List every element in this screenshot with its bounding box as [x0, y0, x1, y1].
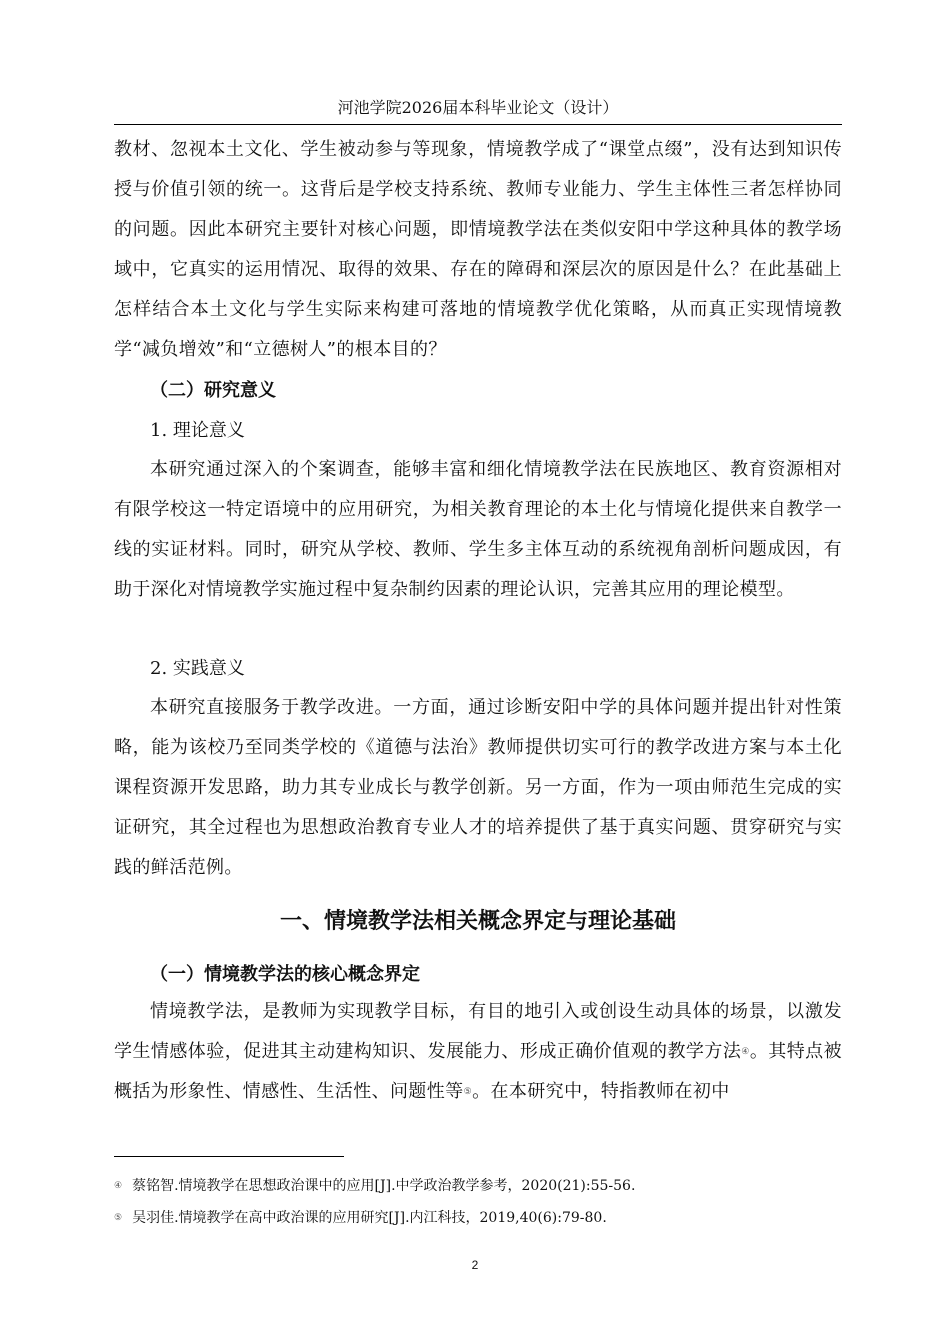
page-header: 河池学院2026届本科毕业论文（设计） [337, 98, 619, 117]
theory-paragraph: 本研究通过深入的个案调查，能够丰富和细化情境教学法在民族地区、教育资源相对有限学校这一特定语境中的应用研究，为相关教育理论的本土化与情境化提供来自教学一线的实证材料。同时，研究从学校、教师、学生多主体互动的系统视角剖析问题成因，有助于深化对情境教学实施过程中复杂制约因素的理论认识，完善其应用的理论模型。 [114, 459, 842, 600]
footnote-mark-4: ④ [114, 1181, 123, 1191]
practice-block [114, 688, 842, 888]
footnote-5 [114, 1208, 607, 1228]
intro-block [114, 130, 842, 370]
footnote-ref-4[interactable]: ④ [741, 1047, 750, 1057]
page-number: 2 [471, 1258, 479, 1272]
theory-block [114, 450, 842, 610]
concept-block [114, 992, 842, 1112]
subheading-theory: 1. 理论意义 [150, 420, 245, 441]
subheading-practice: 2. 实践意义 [150, 658, 245, 679]
concept-paragraph [114, 992, 842, 1112]
concept-text-2: 。其特点被概括为形象性、情感性、生活性、问题性等 [114, 1041, 843, 1102]
footnote-text-4: 蔡铭智.情境教学在思想政治课中的应用[J].中学政治教学参考，2020(21):55-56. [132, 1178, 636, 1194]
practice-paragraph: 本研究直接服务于教学改进。一方面，通过诊断安阳中学的具体问题并提出针对性策略，能为该校乃至同类学校的《道德与法治》教师提供切实可行的教学改进方案与本土化课程资源开发思路，助力其专业成长与教学创新。另一方面，作为一项由师范生完成的实证研究，其全过程也为思想政治教育专业人才的培养提供了基于真实问题、贯穿研究与实践的鲜活范例。 [114, 697, 842, 878]
section-heading-significance: （二）研究意义 [150, 380, 276, 401]
footnote-mark-5: ⑤ [114, 1213, 123, 1223]
section-heading-concept: （一）情境教学法的核心概念界定 [150, 964, 420, 985]
footnote-4 [114, 1176, 635, 1196]
footnote-ref-5[interactable]: ⑤ [463, 1087, 473, 1097]
concept-text-3: 。在本研究中，特指教师在初中 [472, 1081, 730, 1102]
chapter-heading: 一、情境教学法相关概念界定与理论基础 [279, 909, 676, 934]
footnote-divider [114, 1156, 344, 1157]
intro-paragraph: 教材、忽视本土文化、学生被动参与等现象，情境教学成了“课堂点缀”，没有达到知识传授与价值引领的统一。这背后是学校支持系统、教师专业能力、学生主体性三者怎样协同的问题。因此本研究主要针对核心问题，即情境教学法在类似安阳中学这种具体的教学场域中，它真实的运用情况、取得的效果、存在的障碍和深层次的原因是什么？在此基础上怎样结合本土文化与学生实际来构建可落地的情境教学优化策略，从而真正实现情境教学“减负增效”和“立德树人”的根本目的？ [114, 139, 842, 360]
header-divider [114, 124, 842, 125]
concept-text-1: 情境教学法，是教师为实现教学目标，有目的地引入或创设生动具体的场景，以激发学生情感体验，促进其主动建构知识、发展能力、形成正确价值观的教学方法 [114, 1001, 842, 1062]
footnote-text-5: 吴羽佳.情境教学在高中政治课的应用研究[J].内江科技，2019,40(6):79-80. [132, 1210, 607, 1226]
